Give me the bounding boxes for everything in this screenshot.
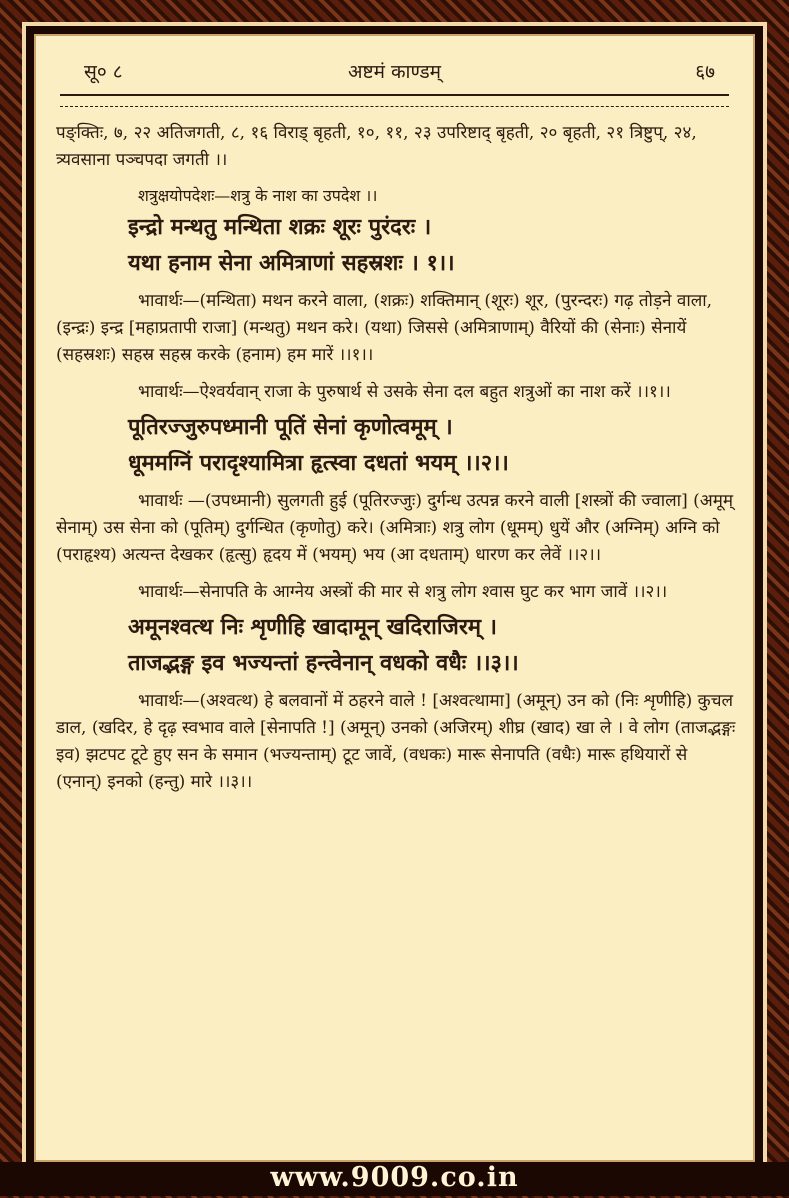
sukta-number: सू० ८	[84, 61, 123, 83]
topic-heading: शत्रुक्षयोपदेशः—शत्रु के नाश का उपदेश ।।	[138, 186, 378, 205]
page-number: ६७	[695, 61, 715, 83]
document-page	[34, 34, 755, 1162]
mantra-3-line-2: ताजद्भङ्ग इव भज्यन्तां हन्त्वेनान् वधको वधैः ।।३।।	[128, 650, 519, 676]
bhavartha-2: भावार्थः—सेनापति के आग्नेय अस्त्रों की मार से शत्रु लोग श्वास घुट कर भाग जावें ।।२।।	[138, 582, 668, 602]
bhashya-2: भावार्थः —(उपध्मानी) सुलगती हुई (पूतिरज्जुः) दुर्गन्ध उत्पन्न करने वाली [शस्त्रों की ज्वाला] (अमूम् सेनाम्) उस सेना को (पूतिम्) दुर्गन्धित (कृणोतु) करे। (अमित्राः) शत्रु लोग (धूमम्) धुयें और (अग्निम्) अग्नि को (पराहृश्य) अत्यन्त देखकर (हृत्सु) हृदय में (भयम्) भय (आ दधताम्) धारण कर लेवें ।।२।।	[56, 491, 734, 565]
mantra-2-line-2: धूममग्निं परादृश्यामित्रा हृत्स्वा दधतां भयम् ।।२।।	[128, 450, 509, 476]
kanda-title: अष्टमं काण्डम्	[347, 61, 442, 83]
bhashya-3: भावार्थः—(अश्वत्थ) हे बलवानों में ठहरने वाले ! [अश्वत्थामा] (अमून्) उन को (निः शृणीहि) कुचल डाल, (खदिर, हे दृढ़ स्वभाव वाले [सेनापति !] (अमून्) उनको (अजिरम्) शीघ्र (खाद) खा ले । वे लोग (ताजद्भङ्गः इव) झटपट टूटे हुए सन के समान (भज्यन्ताम्) टूट जावें, (वधकः) मारू सेनापति (वधैः) मारू हथियारों से (एनान्) इनको (हन्तु) मारे ।।३।।	[56, 691, 736, 792]
metre-intro: पङ्क्तिः, ७, २२ अतिजगती, ८, १६ विराड् बृहती, १०, ११, २३ उपरिष्टाद् बृहती, २० बृहती, २१ त्रिष्टुप्, २४, त्र्यवसाना पञ्चपदा जगती ।।	[56, 123, 697, 170]
website-watermark: www.9009.co.in	[0, 1162, 789, 1196]
bhavartha-1: भावार्थः—ऐश्वर्यवान् राजा के पुरुषार्थ से उसके सेना दल बहुत शत्रुओं का नाश करें ।।१।।	[138, 382, 671, 402]
header-rule	[60, 94, 729, 107]
mantra-1-line-1: इन्द्रो मन्थतु मन्थिता शक्रः शूरः पुरंदरः ।	[128, 214, 432, 240]
page-header	[56, 54, 733, 84]
bhashya-1: भावार्थः—(मन्थिता) मथन करने वाला, (शक्रः) शक्तिमान् (शूरः) शूर, (पुरन्दरः) गढ़ तोड़ने वाला, (इन्द्रः) इन्द्र [महाप्रतापी राजा] (मन्थतु) मथन करे। (यथा) जिससे (अमित्राणाम्) वैरियों की (सेनाः) सेनायें (सहस्रशः) सहस्र सहस्र करके (हनाम) हम मारें ।।१।।	[56, 291, 713, 365]
mantra-1-line-2: यथा हनाम सेना अमित्राणां सहस्रशः । १।।	[128, 250, 455, 276]
mantra-2-line-1: पूतिरज्जुरुपध्मानी पूतिं सेनां कृणोत्वमूम् ।	[128, 414, 453, 440]
page-content	[56, 120, 737, 796]
mantra-3-line-1: अमूनश्वत्थ निः शृणीहि खादामून् खदिराजिरम् ।	[128, 614, 498, 640]
